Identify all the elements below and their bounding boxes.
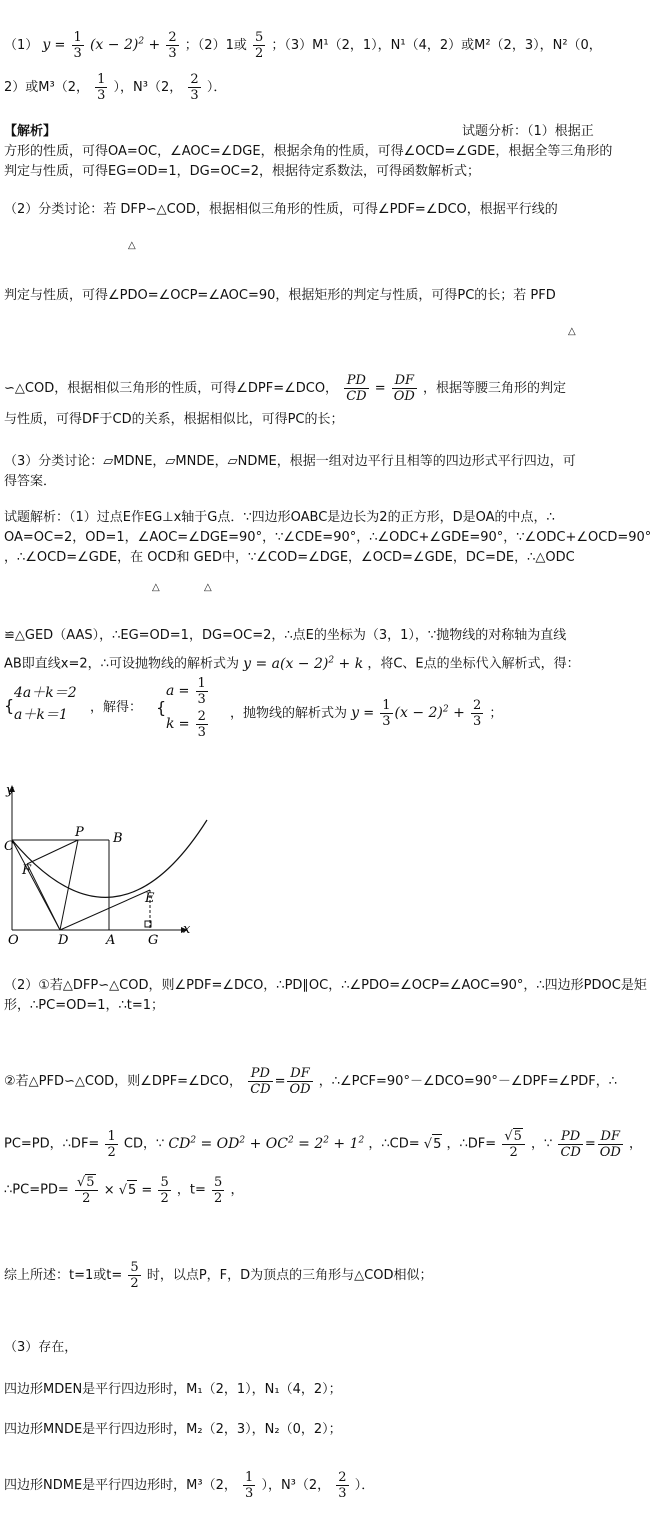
part2-case2-line1: ②若△PFD∽△COD，则∠DPF=∠DCO， $\frac{PD}{CD}$ = $\frac{DF}{OD}$ ，∴∠PCF=90°－∠DCO=90°－∠DPF=∠PDF，∴ (4, 1066, 617, 1097)
solution-line-4: ≌△GED（AAS），∴EG=OD=1，DG=OC=2，∴点E的坐标为（3，1），∵抛物线的对称轴为直线 AB即直线x=2，∴可设抛物线的解析式为 $y = a(x - 2)^2 + k$ ，将C、E点的坐标代入解析式，得： (4, 628, 580, 672)
analysis-line-6: ∽△COD，根据相似三角形的性质，可得∠DPF=∠DCO， $\frac{PD}{CD}$ = $\frac{DF}{OD}$ ，根据等腰三角形的判定 (4, 373, 567, 404)
part2-case1: （2）①若△DFP∽△COD，则∠PDF=∠DCO，∴PD∥OC，∴∠PDO=∠OCP=∠AOC=90°，∴四边形PDOC是矩 形，∴PC=OD=1，∴t=1； (4, 978, 647, 1013)
answer-formula-y: y (42, 37, 51, 53)
label-G: G (148, 933, 159, 948)
answer-p3-text: ；（3）M¹（2，1），N¹（4，2）或M²（2，3），N²（0， (271, 38, 602, 53)
analysis-line-5: 判定与性质，可得∠PDO=∠OCP=∠AOC=90，根据矩形的判定与性质，可得PC的长；若 PFD (4, 288, 556, 303)
part3-case3: 四边形NDME是平行四边形时，M³（2， $\frac{1}{3}$ ），N³（2， $\frac{2}{3}$ ）． (4, 1470, 375, 1501)
label-P: P (75, 825, 84, 840)
triangle-glyph: △ (204, 582, 212, 593)
label-A: A (106, 933, 116, 948)
analysis-section: 【解析】 试题分析：（1）根据正 方形的性质，可得OA=OC，∠AOC=∠DGE，根据余角的性质，可得∠OCD=∠GDE，根据全等三角形的 判定与性质，可得EG=OD=1，DG=OC=2，根据待定系数法，可得函数解析式； (4, 124, 613, 179)
solution-system: { 4a＋k＝2 a＋k＝1 ，解得： { a = $\frac{1}{3}$ k = $\frac{2}{3}$ ，抛物线的解析式为 y = $\frac{1}{3}$ $(x - 2)^2$ + $\frac{2}{3}$ ； (4, 676, 503, 740)
label-O: O (8, 933, 19, 948)
answer-p2-sep: ；（2）1或 (184, 38, 247, 53)
frac-one-third: $\frac{1}{3}$ (73, 30, 82, 61)
geometry-figure (0, 778, 215, 953)
triangle-glyph: △ (568, 326, 576, 337)
solution-section: 试题解析：（1）过点E作EG⊥x轴于G点．∵四边形OABC是边长为2的正方形，D是OA的中点，∴ OA=OC=2，OD=1，∠AOC=∠DGE=90°，∵∠CDE=90°，∴∠ODC+∠GDE=90°，∵∠ODC+∠OCD=90° ，∴∠OCD=∠GDE，在 OCD和 GED中，∵∠COD=∠DGE，∠OCD=∠GDE，DC=DE，∴△ODC (4, 510, 651, 565)
vertex-form-formula: $y = a(x - 2)^2 + k$ (243, 655, 364, 672)
label-D: D (58, 933, 69, 948)
label-x: x (183, 922, 191, 937)
label-F: F (22, 863, 32, 878)
frac-df-od: $\frac{DF}{OD}$ (393, 373, 415, 404)
part2-summary: 综上所述：t=1或t= $\frac{5}{2}$ 时，以点P，F，D为顶点的三角形与△COD相似； (4, 1260, 433, 1291)
label-B: B (113, 831, 123, 846)
frac-five-halves: $\frac{5}{2}$ (254, 30, 264, 61)
answer-line-2: 2）或M³（2， $\frac{1}{3}$ ），N³（2， $\frac{2}{3}$ ）． (4, 72, 227, 103)
part3-case2: 四边形MNDE是平行四边形时，M₂（2，3），N₂（0，2）； (4, 1422, 342, 1437)
part3-intro: （3）存在， (4, 1340, 78, 1355)
triangle-glyph: △ (152, 582, 160, 593)
analysis-label: 【解析】 (4, 124, 57, 139)
frac-two-thirds-n3: $\frac{2}{3}$ (190, 72, 199, 103)
solution-values: a = $\frac{1}{3}$ k = $\frac{2}{3}$ (166, 676, 206, 740)
analysis-part3: （3）分类讨论：▱MDNE，▱MNDE，▱NDME，根据一组对边平行且相等的四边形式平行四边，可 得答案． (4, 454, 576, 489)
triangle-glyph: △ (128, 240, 136, 251)
label-y: y (6, 783, 14, 798)
answer-line-1: （1） y = $\frac{1}{3}$ $(x - 2)^2$ + $\frac{2}{3}$ ；（2）1或 $\frac{5}{2}$ ；（3）M¹（2，1），N¹（4，2）或M²（2，3），N²（0， (4, 30, 602, 61)
label-C: C (4, 839, 14, 854)
answer-p1-label: （1） (4, 38, 39, 53)
analysis-line-4: （2）分类讨论：若 DFP∽△COD，根据相似三角形的性质，可得∠PDF=∠DCO，根据平行线的 (4, 202, 558, 217)
label-E: E (145, 891, 155, 906)
part2-case2-line3: ∴PC=PD= $\frac{√5}{2}$ × √5 = $\frac{5}{2}$ ，t= $\frac{5}{2}$ ， (4, 1174, 244, 1206)
answer-formula-body: $(x - 2)^2$ + (89, 36, 161, 53)
frac-pd-cd: $\frac{PD}{CD}$ (346, 373, 367, 404)
frac-two-thirds: $\frac{2}{3}$ (168, 30, 177, 61)
frac-one-third-m3: $\frac{1}{3}$ (97, 72, 106, 103)
part3-case1: 四边形MDEN是平行四边形时，M₁（2，1），N₁（4，2）； (4, 1382, 342, 1397)
part2-case2-line2: PC=PD，∴DF= $\frac{1}{2}$ CD，∵ $CD^2 = OD^2 + OC^2 = 2^2 + 1^2$ ，∴CD= √5 ，∴DF= $\frac{√5}{2}$ ，∵ $\frac{PD}{CD}$ = $\frac{DF}{OD}$ ， (4, 1128, 642, 1160)
